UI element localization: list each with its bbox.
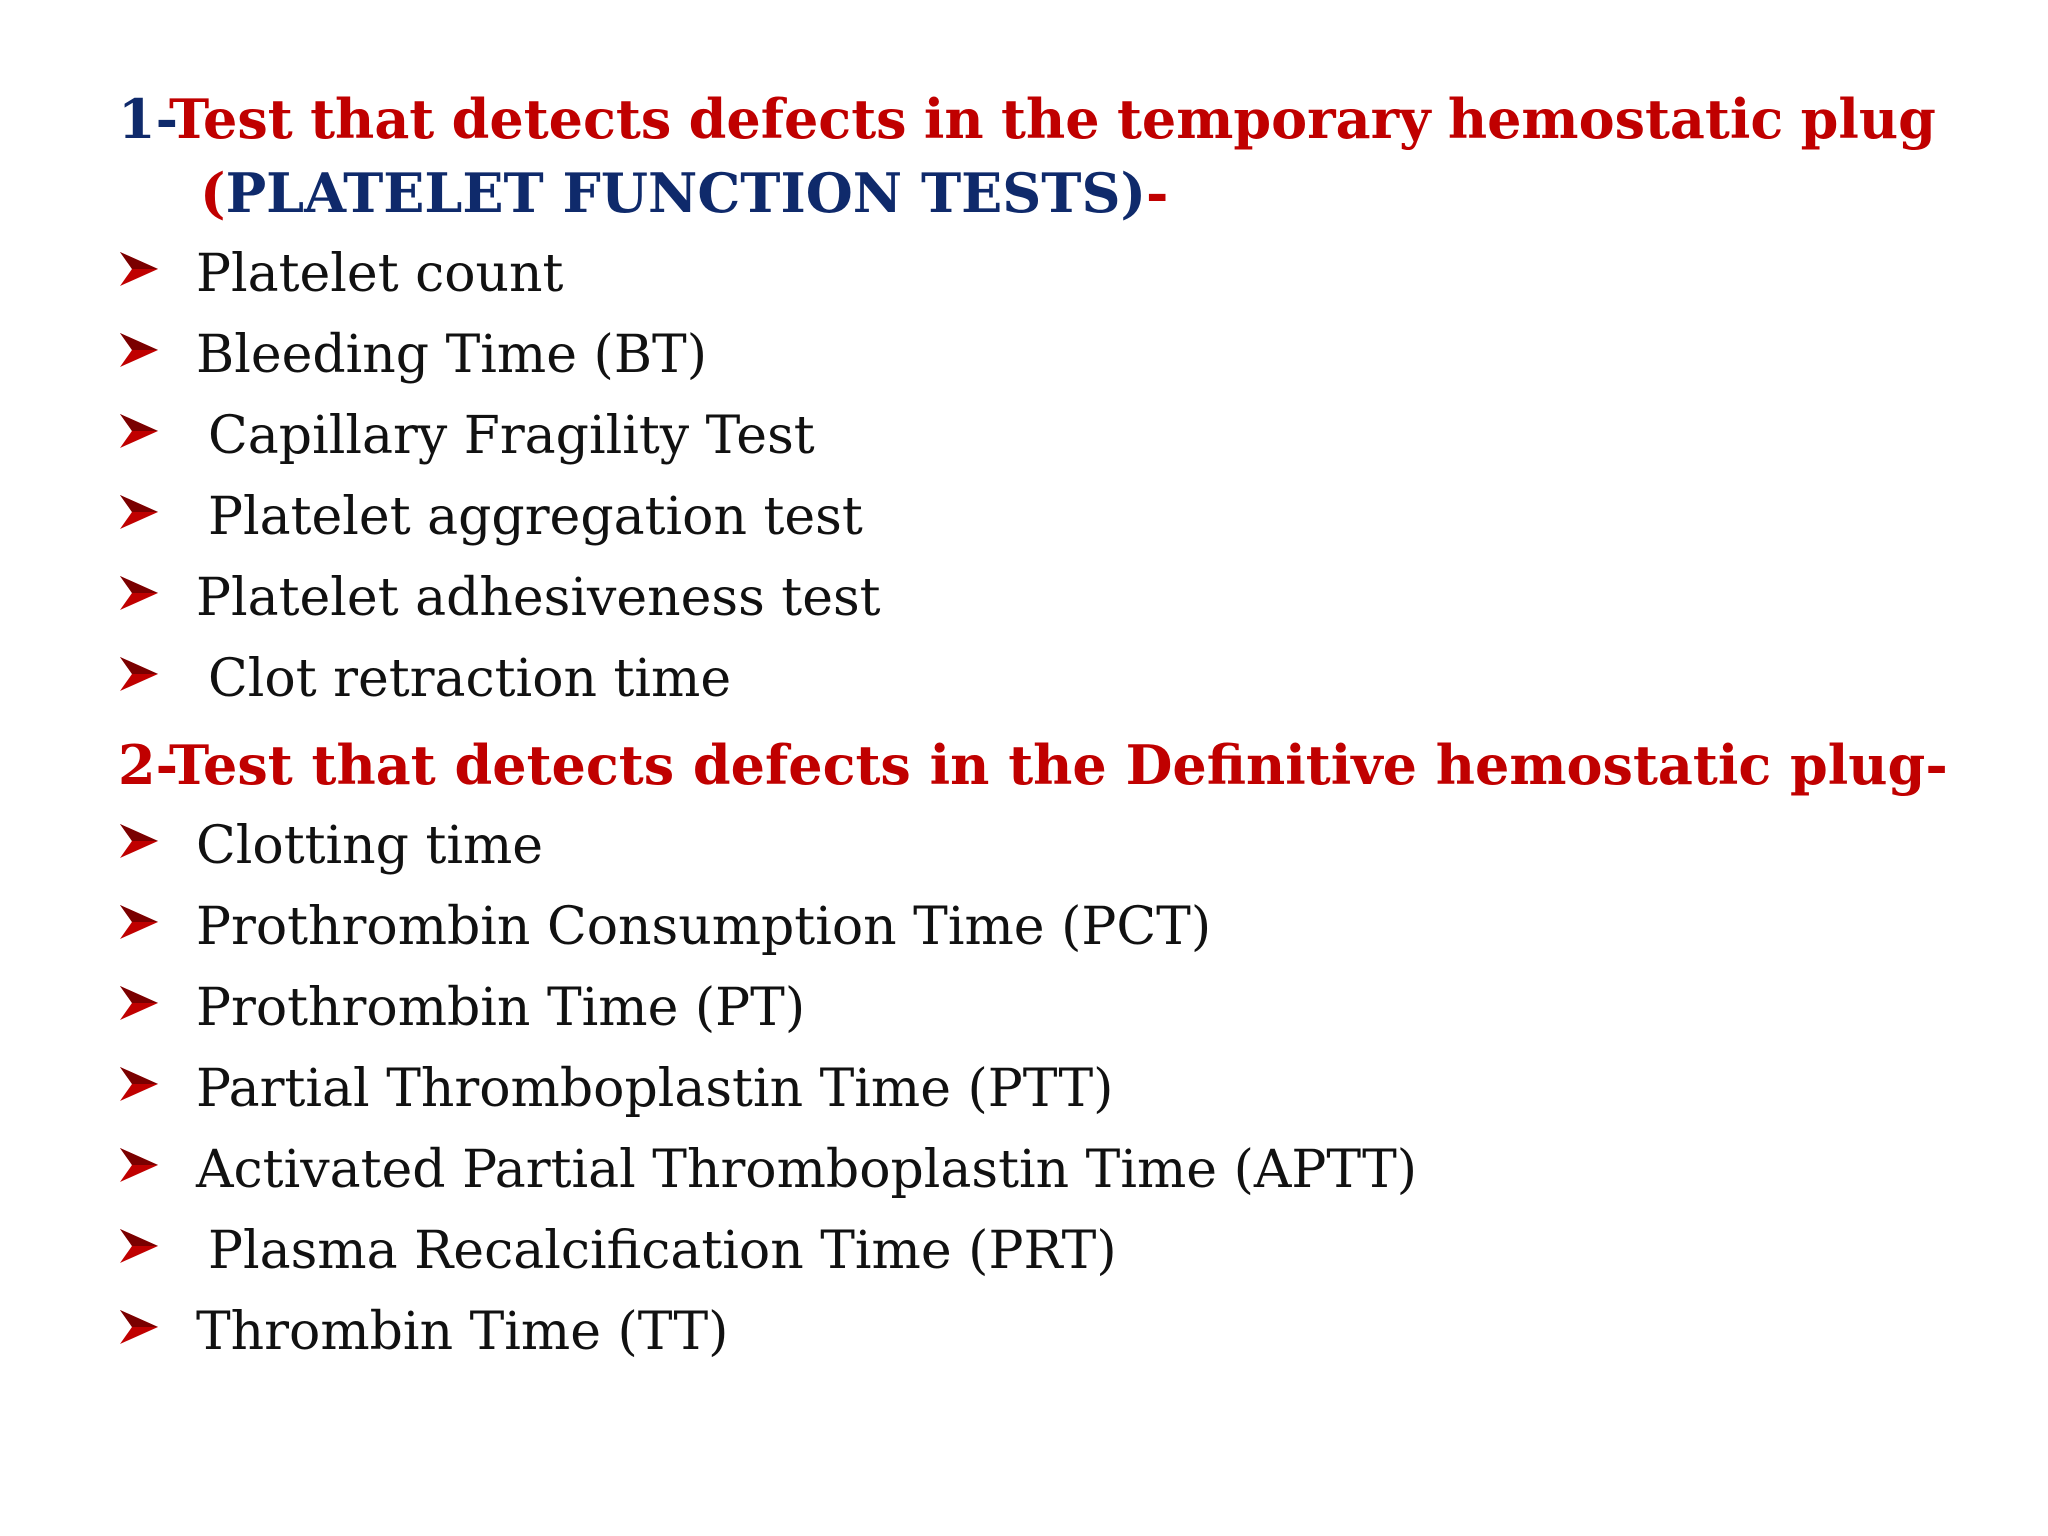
section1-title-word: temporary [1116, 87, 1431, 151]
arrowhead-bullet-icon [118, 1144, 160, 1186]
list-item [118, 1298, 729, 1379]
list-item [118, 564, 881, 645]
list-item-text: Bleeding Time (BT) [196, 325, 708, 385]
list-item [118, 974, 806, 1055]
list-item [118, 1217, 1117, 1298]
list-item [118, 321, 708, 402]
list-item-text: Clotting time [196, 816, 544, 876]
section1-list [118, 240, 881, 726]
list-item [118, 893, 1212, 974]
list-item-text: Plasma Recalcification Time (PRT) [208, 1221, 1117, 1281]
arrowhead-bullet-icon [118, 901, 160, 943]
list-item-text: Partial Thromboplastin Time (PTT) [196, 1059, 1114, 1119]
section1-heading-line2 [118, 156, 1936, 230]
list-item [118, 483, 863, 564]
arrowhead-bullet-icon [118, 572, 160, 614]
arrowhead-bullet-icon [118, 1063, 160, 1105]
list-item [118, 402, 815, 483]
arrowhead-bullet-icon [118, 1225, 160, 1267]
list-item [118, 1055, 1114, 1136]
section1-heading [118, 82, 1936, 230]
list-item [118, 645, 732, 726]
section1-title-word: that [310, 87, 435, 151]
section1-heading-line1 [118, 82, 1936, 156]
section1-title-word: defects [688, 87, 907, 151]
list-item-text: Activated Partial Thromboplastin Time (APTT) [196, 1140, 1418, 1200]
list-item-text: Platelet adhesiveness test [196, 568, 881, 628]
list-item-text: Capillary Fragility Test [208, 406, 815, 466]
list-item-text: Platelet aggregation test [208, 487, 863, 547]
list-item [118, 1136, 1418, 1217]
list-item [118, 240, 564, 321]
section1-subtitle: PLATELET FUNCTION TESTS) [225, 161, 1147, 225]
section2-list [118, 812, 1418, 1379]
section1-number: 1- [118, 87, 170, 151]
section1-title-word: hemostatic [1447, 87, 1784, 151]
arrowhead-bullet-icon [118, 248, 160, 290]
section1-title-word: detects [451, 87, 672, 151]
arrowhead-bullet-icon [118, 410, 160, 452]
section1-title-word: the [1001, 87, 1100, 151]
list-item-text: Prothrombin Consumption Time (PCT) [196, 897, 1212, 957]
arrowhead-bullet-icon [118, 982, 160, 1024]
arrowhead-bullet-icon [118, 329, 160, 371]
section1-trailing-dash: - [1146, 161, 1169, 225]
list-item-text: Prothrombin Time (PT) [196, 978, 806, 1038]
section1-heading-first [118, 82, 293, 156]
arrowhead-bullet-icon [118, 491, 160, 533]
list-item-text: Platelet count [196, 244, 564, 304]
section2-heading: 2-Test that detects defects in the Definitive hemostatic plug- [118, 733, 1948, 797]
arrowhead-bullet-icon [118, 1306, 160, 1348]
arrowhead-bullet-icon [118, 820, 160, 862]
list-item-text: Thrombin Time (TT) [196, 1302, 729, 1362]
section1-title-word: in [923, 87, 984, 151]
section1-title-word: plug [1800, 87, 1936, 151]
section1-open-paren: ( [200, 161, 226, 225]
list-item [118, 812, 544, 893]
list-item-text: Clot retraction time [208, 649, 732, 709]
section1-title-word: Test [169, 87, 293, 151]
arrowhead-bullet-icon [118, 653, 160, 695]
